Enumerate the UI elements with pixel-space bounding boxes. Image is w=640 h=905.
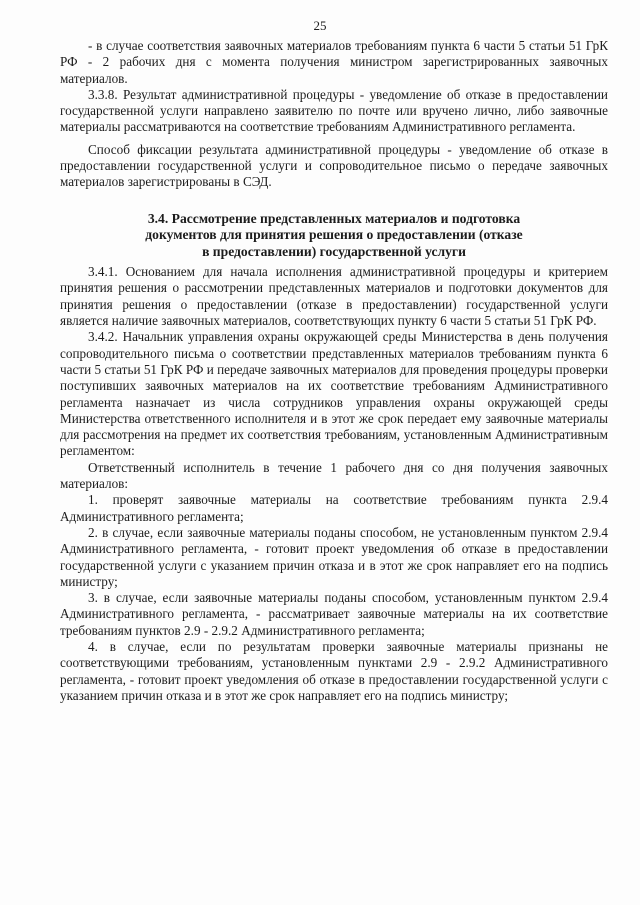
list-item-1: 1. проверят заявочные материалы на соответствие требованиям пункта 2.9.4 Административного регламента; — [60, 492, 608, 524]
document-body — [60, 38, 608, 704]
list-item-4: 4. в случае, если по результатам проверки заявочные материалы признаны не соответствующими требованиям, установленным пунктами 2.9 - 2.9.2 Административного регламента, - готовит проект уведомления об отказе в предоставлении государственной услуги с указанием причин отказа и в этот же срок направляет его на подпись министру; — [60, 639, 608, 703]
paragraph-responsible-executor: Ответственный исполнитель в течение 1 рабочего дня со дня получения заявочных материалов: — [60, 459, 608, 492]
section-title-3-4 — [60, 211, 608, 261]
section-title-line: в предоставлении) государственной услуги — [202, 243, 466, 259]
paragraph-3-3-8: 3.3.8. Результат административной процедуры - уведомление об отказе в предоставлении государственной услуги направлено заявителю по почте или вручено лично, либо заявочные материалы рассматриваются на соответствие требованиям Административного регламента. — [60, 86, 608, 135]
section-title-line: 3.4. Рассмотрение представленных материалов и подготовка — [147, 210, 521, 226]
paragraph-deadline-registered: - в случае соответствия заявочных материалов требованиям пункта 6 части 5 статьи 51 ГрК РФ - 2 рабочих дня с момента получения министром зарегистрированных заявочных материалов. — [60, 38, 608, 86]
list-item-3: 3. в случае, если заявочные материалы поданы способом, установленным пунктом 2.9.4 Административного регламента, - рассматривает заявочные материалы на их соответствие требованиям пунктов 2.9 - 2.9.2 Административного регламента; — [60, 590, 608, 638]
paragraph-3-4-2: 3.4.2. Начальник управления охраны окружающей среды Министерства в день получения сопроводительного письма о соответствии представленных материалов требованиям пункта 6 части 5 статьи 51 ГрК РФ и передаче заявочных материалов для проведения процедуры проверки поступивших заявочных материалов на их соответствие требованиям Административного регламента назначает из числа сотрудников управления охраны окружающей среды Министерства ответственного исполнителя и в этот же срок передает ему заявочные материалы для рассмотрения на предмет их соответствия требованиям, установленным Административным регламентом: — [60, 329, 608, 459]
paragraph-fixation-method: Способ фиксации результата административной процедуры - уведомление об отказе в предоставлении государственной услуги и сопроводительное письмо о передаче заявочных материалов зарегистрированы в СЭД. — [60, 141, 608, 190]
list-item-2: 2. в случае, если заявочные материалы поданы способом, не установленным пунктом 2.9.4 Административного регламента, - готовит проект уведомления об отказе в предоставлении государственной услуги с указанием причин отказа и в этот же срок направляет его на подпись министру; — [60, 524, 608, 589]
section-title-line: документов для принятия решения о предоставлении (отказе — [145, 227, 523, 243]
paragraph-3-4-1: 3.4.1. Основанием для начала исполнения административной процедуры и критерием принятия решения о рассмотрении представленных материалов и подготовки документов для принятия решения о предоставлении (отказе в предоставлении) государственной услуги является наличие заявочных материалов, соответствующих пункту 6 части 5 статьи 51 ГрК РФ. — [60, 264, 608, 329]
page-number: 25 — [313, 18, 327, 33]
